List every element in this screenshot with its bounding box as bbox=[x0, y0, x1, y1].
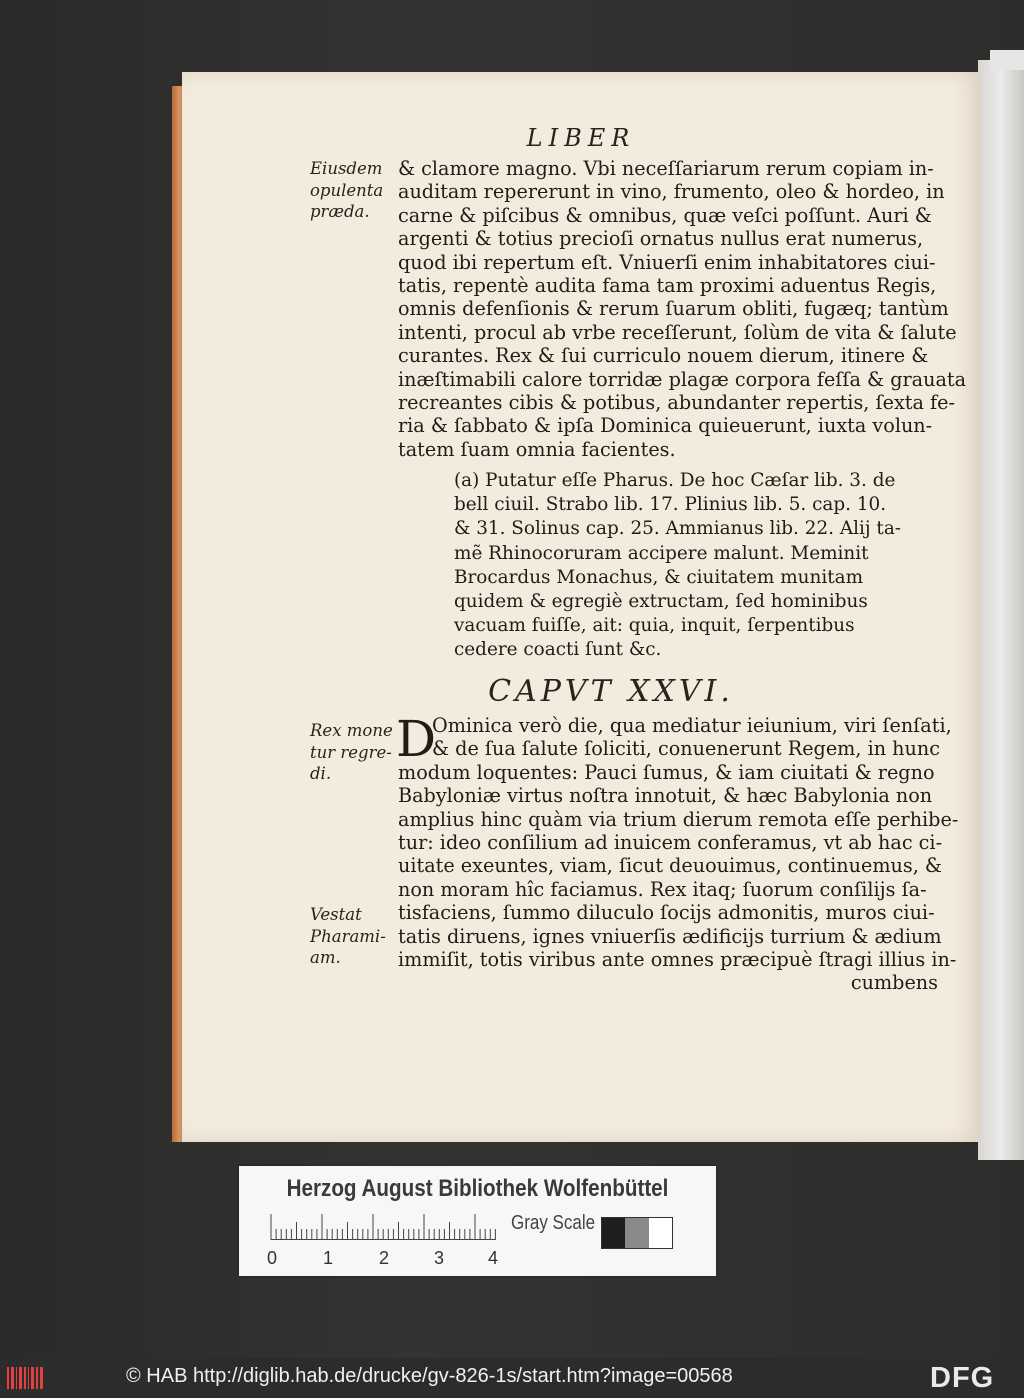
footnote bbox=[454, 469, 901, 663]
ruler-scale bbox=[269, 1214, 499, 1240]
text-line: recreantes cibis & potibus, abundanter repertis, ſexta fe- bbox=[398, 391, 955, 415]
text-line: tur: ideo conſilium ad inuicem conferamus, vt ab hac ci- bbox=[398, 831, 943, 855]
text-line: amplius hinc quàm via trium dierum remota eſſe perhibe- bbox=[398, 807, 959, 831]
text-line: ria & ſabbato & ipſa Dominica quieuerunt, iuxta volun- bbox=[398, 414, 933, 438]
scale-number: 1 bbox=[323, 1248, 334, 1268]
marginal-note-3 bbox=[310, 904, 400, 969]
body-paragraph bbox=[398, 157, 967, 461]
footnote-line: Brocardus Monachus, & ciuitatem munitam bbox=[454, 566, 864, 588]
book-page bbox=[182, 72, 980, 1142]
gray-scale-label: Gray Scale bbox=[511, 1212, 596, 1234]
scale-number: 3 bbox=[434, 1248, 445, 1268]
marginal-line: tur regre- bbox=[310, 742, 392, 762]
marginal-note-2 bbox=[310, 720, 400, 785]
chapter-paragraph bbox=[396, 710, 959, 995]
copyright-url[interactable]: © HAB http://diglib.hab.de/drucke/gv-826-1s/start.htm?image=00568 bbox=[126, 1365, 733, 1387]
chapter-heading: CAPVT XXVI. bbox=[488, 674, 734, 709]
marginal-line: di. bbox=[310, 764, 332, 783]
marginal-line: Vestat bbox=[310, 905, 362, 924]
marginal-line: præda. bbox=[310, 202, 370, 221]
facing-sheet-top bbox=[990, 50, 1024, 70]
marginal-note-1 bbox=[310, 158, 400, 223]
text-line: modum loquentes: Pauci ſumus, & iam ciuitati & regno bbox=[398, 760, 935, 784]
text-line: & clamore magno. Vbi neceſſariarum rerum copiam in- bbox=[398, 157, 934, 180]
marginal-line: Eiusdem bbox=[310, 159, 383, 178]
text-line: tatis, repentè audita fama tam proximi aduentus Regis, bbox=[398, 274, 937, 298]
dfg-logo: DFG bbox=[930, 1362, 995, 1394]
barcode-icon bbox=[6, 1364, 46, 1392]
marginal-line: opulenta bbox=[310, 180, 384, 200]
color-target-card bbox=[239, 1166, 716, 1276]
drop-cap: D bbox=[396, 710, 437, 768]
text-line: carne & piſcibus & omnibus, quæ veſci poſſunt. Auri & bbox=[398, 203, 932, 227]
gray-patch-mid bbox=[625, 1218, 648, 1248]
scale-number: 4 bbox=[488, 1248, 499, 1268]
text-line: tatem ſuam omnia facientes. bbox=[398, 437, 676, 461]
text-line: intenti, procul ab vrbe receſſerunt, ſolùm de vita & ſalute bbox=[398, 320, 957, 344]
library-name: Herzog August Bibliothek Wolfenbüttel bbox=[286, 1175, 669, 1202]
catchword: cumbens bbox=[850, 971, 938, 995]
gray-patch-dark bbox=[602, 1218, 625, 1248]
footnote-line: & 31. Solinus cap. 25. Ammianus lib. 22. Alij ta- bbox=[454, 518, 901, 540]
gray-scale-patches bbox=[601, 1217, 673, 1249]
scale-number: 2 bbox=[379, 1248, 390, 1268]
text-line: inæſtimabili calore torridæ plagæ corpora feſſa & grauata bbox=[398, 367, 967, 391]
text-line: omnis defenſionis & rerum ſuarum obliti, fugæq; tantùm bbox=[398, 297, 949, 321]
text-line: Ominica verò die, qua mediatur ieiunium, viri ſenſati, bbox=[432, 714, 952, 737]
text-line: & de ſua ſalute ſoliciti, conuenerunt Regem, in hunc bbox=[432, 737, 940, 761]
running-head: LIBER bbox=[526, 124, 636, 152]
marginal-line: am. bbox=[310, 948, 341, 967]
text-line: tatis diruens, ignes vniuerſis ædificijs turrium & ædium bbox=[398, 924, 942, 948]
text-line: curantes. Rex & ſui curriculo nouem dierum, itinere & bbox=[398, 344, 929, 368]
footnote-line: cedere coacti ſunt &c. bbox=[454, 639, 662, 661]
text-line: non moram hîc faciamus. Rex itaq; ſuorum conſilijs ſa- bbox=[398, 877, 927, 901]
text-line: Babyloniæ virtus noſtra innotuit, & hæc Babylonia non bbox=[398, 784, 933, 808]
marginal-line: Rex mone bbox=[310, 721, 393, 740]
footnote-line: vacuam fuiſſe, ait: quia, inquit, ſerpentibus bbox=[454, 615, 855, 637]
gray-patch-light bbox=[649, 1218, 672, 1248]
marginal-line: Pharami- bbox=[310, 926, 386, 946]
footnote-line: (a) Putatur eſſe Pharus. De hoc Cæſar lib. 3. de bbox=[454, 470, 896, 491]
text-line: uitate exeuntes, viam, ſicut deuouimus, continuemus, & bbox=[398, 854, 943, 878]
scale-number: 0 bbox=[267, 1248, 278, 1268]
text-line: quod ibi repertum eſt. Vniuerſi enim inhabitatores ciui- bbox=[398, 250, 936, 274]
text-line: auditam repererunt in vino, frumento, oleo & hordeo, in bbox=[398, 180, 945, 204]
text-line: argenti & totius precioſi ornatus nullus erat numerus, bbox=[398, 227, 924, 251]
facing-sheet bbox=[978, 60, 1024, 1160]
footnote-line: quidem & egregiè extructam, ſed hominibus bbox=[454, 591, 868, 613]
text-line: immiſit, totis viribus ante omnes præcipuè ſtragi illius in- bbox=[398, 948, 957, 972]
footnote-line: mẽ Rhinocoruram accipere malunt. Meminit bbox=[454, 542, 869, 564]
viewer-footer bbox=[0, 1358, 1024, 1398]
footnote-line: bell ciuil. Strabo lib. 17. Plinius lib. 5. cap. 10. bbox=[454, 494, 887, 516]
text-line: tisfaciens, ſummo diluculo ſocijs admonitis, muros ciui- bbox=[398, 901, 935, 925]
